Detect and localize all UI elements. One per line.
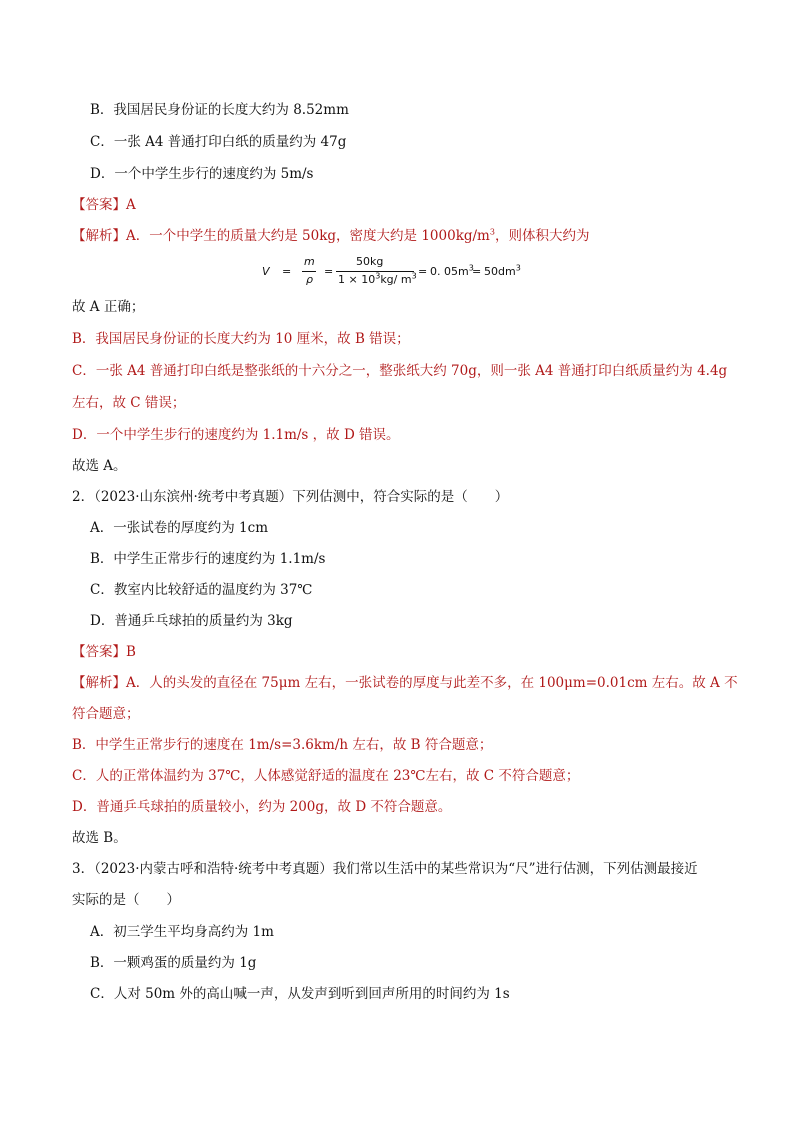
analysis-label: 【解析】 bbox=[72, 228, 126, 244]
q1-analysis-a bbox=[72, 226, 589, 246]
formula-eq3: = bbox=[418, 265, 428, 278]
analysis-a1-text: A．人的头发的直径在 75μm 左右，一张试卷的厚度与此差不多，在 100μm=0.01cm 左右。故 A 不 bbox=[126, 675, 738, 691]
formula-rho: ρ bbox=[306, 273, 313, 286]
analysis-label: 【解析】 bbox=[72, 675, 126, 691]
q1-answer bbox=[72, 195, 136, 215]
q3-stem-2: 实际的是（ ） bbox=[72, 892, 180, 908]
analysis-a-prefix: A．一个中学生的质量大约是 50kg，密度大约是 1000kg/m bbox=[126, 228, 490, 244]
formula-res1: 0. $05m^3$ bbox=[430, 263, 474, 278]
q2-analysis-b: B．中学生正常步行的速度在 1m/s=3.6km/h 左右，故 B 符合题意； bbox=[72, 737, 493, 753]
formula-eq4: = bbox=[472, 265, 482, 278]
q1-choose: 故选 A。 bbox=[72, 458, 127, 474]
analysis-a-sup: 3 bbox=[489, 227, 495, 237]
q1-analysis-c1: C．一张 A4 普通打印白纸是整张纸的十六分之一，整张纸大约 70g，则一张 A4 普通打印白纸质量约为 4.4g bbox=[72, 363, 728, 379]
formula-eq1: = bbox=[282, 265, 292, 278]
q2-option-c: C．教室内比较舒适的温度约为 37℃ bbox=[90, 582, 313, 598]
volume-formula bbox=[262, 255, 562, 291]
q3-option-b: B．一颗鸡蛋的质量约为 1g bbox=[90, 955, 257, 971]
q1-a-correct: 故 A 正确； bbox=[72, 299, 145, 315]
q2-stem: 2．（2023·山东滨州·统考中考真题）下列估测中，符合实际的是（ ） bbox=[72, 489, 509, 505]
q1-option-d: D．一个中学生步行的速度约为 5m/s bbox=[90, 166, 314, 182]
formula-m: m bbox=[304, 255, 315, 268]
q2-analysis-a2: 符合题意； bbox=[72, 706, 140, 722]
q2-choose: 故选 B。 bbox=[72, 830, 127, 846]
formula-num: 50kg bbox=[356, 255, 384, 268]
formula-res2: $50dm^3$ bbox=[484, 263, 521, 278]
q2-analysis-d: D．普通乒乓球拍的质量较小，约为 200g，故 D 不符合题意。 bbox=[72, 799, 452, 815]
answer-label: 【答案】 bbox=[72, 197, 126, 213]
q1-analysis-b: B．我国居民身份证的长度大约为 10 厘米，故 B 错误； bbox=[72, 331, 410, 347]
answer-label: 【答案】 bbox=[72, 644, 126, 660]
q1-analysis-c2: 左右，故 C 错误； bbox=[72, 395, 186, 411]
q1-option-b: B．我国居民身份证的长度大约为 8.52mm bbox=[90, 102, 349, 118]
q2-analysis-a1 bbox=[72, 673, 738, 693]
fraction-line-1 bbox=[302, 271, 316, 272]
q3-option-c: C．人对 50m 外的高山喊一声，从发声到听到回声所用的时间约为 1s bbox=[90, 986, 510, 1002]
q2-option-b: B．中学生正常步行的速度约为 1.1m/s bbox=[90, 551, 326, 567]
q1-option-c: C．一张 A4 普通打印白纸的质量约为 47g bbox=[90, 134, 347, 150]
q3-stem-1: 3．（2023·内蒙古呼和浩特·统考中考真题）我们常以生活中的某些常识为“尺”进行估测，下列估测最接近 bbox=[72, 861, 698, 877]
answer-value: A bbox=[126, 197, 136, 213]
answer-value: B bbox=[126, 644, 136, 660]
formula-v: V bbox=[262, 265, 270, 278]
q3-option-a: A．初三学生平均身高约为 1m bbox=[90, 924, 274, 940]
formula-den: $1 \times 10^3kg/$ $m^3$ bbox=[338, 271, 417, 286]
formula-eq2: = bbox=[324, 265, 334, 278]
q2-option-d: D．普通乒乓球拍的质量约为 3kg bbox=[90, 613, 293, 629]
q1-analysis-d: D．一个中学生步行的速度约为 1.1m/s ，故 D 错误。 bbox=[72, 427, 400, 443]
analysis-a-suffix: ，则体积大约为 bbox=[494, 228, 590, 244]
q2-option-a: A．一张试卷的厚度约为 1cm bbox=[90, 520, 268, 536]
q2-answer bbox=[72, 642, 136, 662]
q2-analysis-c: C．人的正常体温约为 37℃，人体感觉舒适的温度在 23℃左右，故 C 不符合题意； bbox=[72, 768, 580, 784]
